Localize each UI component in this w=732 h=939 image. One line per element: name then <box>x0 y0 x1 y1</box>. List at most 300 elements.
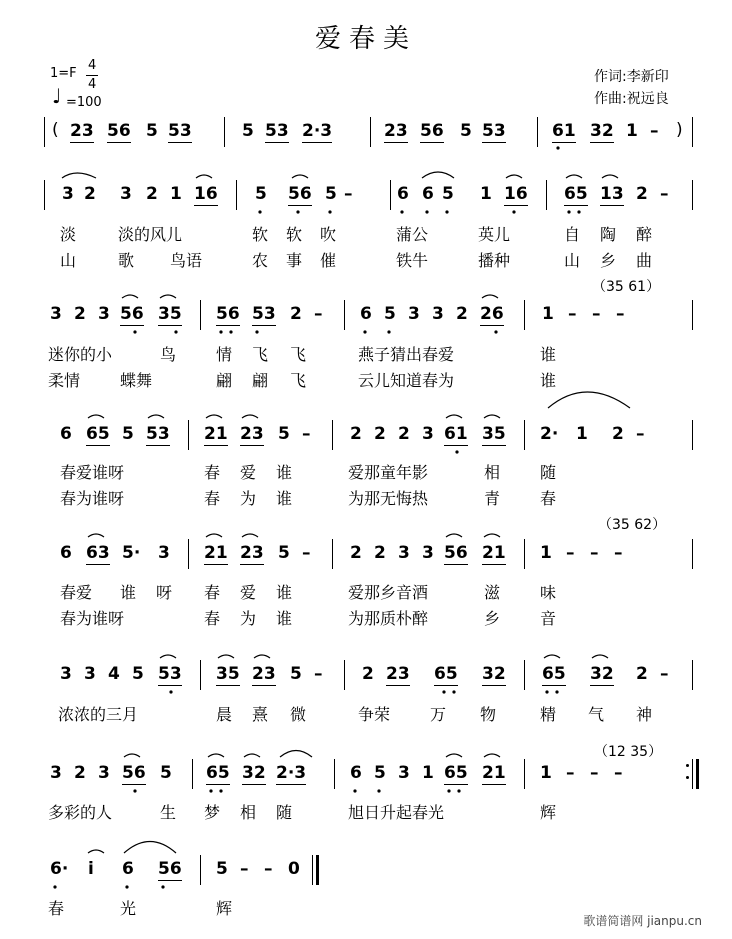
time-signature-bottom: 4 <box>88 77 97 92</box>
slur <box>566 175 582 178</box>
lyric: 随 <box>276 803 293 822</box>
note: 3 <box>62 184 74 204</box>
note: 5· <box>122 543 141 563</box>
dash: – <box>344 184 353 204</box>
note: 3 <box>158 543 170 563</box>
slur <box>482 295 498 298</box>
slur <box>292 175 308 178</box>
note-group: 21 <box>482 543 506 563</box>
note-group: 53 <box>252 304 276 324</box>
octave-dot <box>229 330 232 333</box>
octave-dot <box>53 885 56 888</box>
dash: – <box>660 664 669 684</box>
lyric: 淡的风儿 <box>118 225 183 244</box>
octave-dot <box>425 210 428 213</box>
lyric: 翩 <box>216 371 233 390</box>
dash: – <box>614 763 623 783</box>
note-group: 61 <box>552 121 576 141</box>
dash: – <box>592 304 601 324</box>
note-group: 16 <box>194 184 218 204</box>
note-group: 23 <box>240 543 264 563</box>
note: 2 <box>374 543 386 563</box>
note: 3 <box>398 543 410 563</box>
note: 2 <box>74 304 86 324</box>
lyric: 春 <box>204 583 221 602</box>
note: 3 <box>422 543 434 563</box>
note: 3 <box>50 304 62 324</box>
lyric: 事 <box>286 251 303 270</box>
lyric: 春 <box>204 609 221 628</box>
slur <box>196 175 212 178</box>
octave-dot <box>387 330 390 333</box>
note: 6 <box>360 304 372 324</box>
note-group: 23 <box>384 121 408 141</box>
note: 3 <box>120 184 132 204</box>
note: 2 <box>290 304 302 324</box>
note-group: 56 <box>444 543 468 563</box>
lyric: 谁 <box>276 463 293 482</box>
octave-dot <box>219 789 222 792</box>
lyric: 精 <box>540 705 557 724</box>
lyric: 柔情 <box>48 371 81 390</box>
note: 5 <box>442 184 454 204</box>
lyric: 谁 <box>276 583 293 602</box>
slur <box>160 295 176 298</box>
octave-dot <box>567 210 570 213</box>
alternate-notes: （12 35） <box>594 744 663 760</box>
slur <box>148 415 164 418</box>
note-group: 23 <box>252 664 276 684</box>
slur <box>592 655 608 658</box>
note: 3 <box>398 763 410 783</box>
note-group: 56 <box>288 184 312 204</box>
key-signature: 1=F <box>50 66 77 81</box>
note: 2 <box>362 664 374 684</box>
note-group: 56 <box>420 121 444 141</box>
dash: – <box>566 763 575 783</box>
lyric: 生 <box>160 803 177 822</box>
note: 5 <box>216 859 228 879</box>
slur <box>548 392 630 408</box>
octave-dot <box>457 789 460 792</box>
lyric: 迷你的小 <box>48 345 113 364</box>
octave-dot <box>452 690 455 693</box>
lyric: 燕子猜出春爱 <box>358 345 455 364</box>
note: i <box>88 859 94 879</box>
lyric: 物 <box>480 705 497 724</box>
note-group: 63 <box>86 543 110 563</box>
note: 1 <box>576 424 588 444</box>
slur <box>160 655 176 658</box>
dash: – <box>590 543 599 563</box>
note: 2 <box>350 543 362 563</box>
lyric: 曲 <box>636 251 653 270</box>
octave-dot <box>545 690 548 693</box>
time-signature-top: 4 <box>88 58 97 73</box>
lyric: 相 <box>484 463 501 482</box>
composer: 作曲:祝远良 <box>594 91 669 107</box>
note: 1 <box>542 304 554 324</box>
lyric: 微 <box>290 705 307 724</box>
octave-dot <box>494 330 497 333</box>
octave-dot <box>174 330 177 333</box>
note-group: 32 <box>482 664 506 684</box>
lyric: 旭日升起春光 <box>348 803 445 822</box>
note: 1 <box>540 763 552 783</box>
song-title: 爱春美 <box>314 24 417 54</box>
lyric: 辉 <box>540 803 557 822</box>
note: 5 <box>132 664 144 684</box>
note-group: 2·3 <box>302 121 333 141</box>
note-group: 13 <box>600 184 624 204</box>
slur <box>484 534 500 537</box>
note-group: 53 <box>158 664 182 684</box>
note: 5 <box>290 664 302 684</box>
note: 2 <box>398 424 410 444</box>
octave-dot <box>400 210 403 213</box>
alternate-notes: （35 61） <box>592 279 661 295</box>
lyric: 鸟 <box>160 345 177 364</box>
note-group: 65 <box>86 424 110 444</box>
lyric: 爱 <box>240 463 257 482</box>
slur <box>62 173 96 178</box>
lyric: 晨 <box>216 705 233 724</box>
note-group: 65 <box>444 763 468 783</box>
octave-dot <box>555 690 558 693</box>
note: 6 <box>60 424 72 444</box>
note: 3 <box>60 664 72 684</box>
lyricist: 作词:李新印 <box>594 69 669 85</box>
octave-dot <box>363 330 366 333</box>
note: 2 <box>636 184 648 204</box>
lyric: 为 <box>240 609 257 628</box>
note-group: 2·3 <box>276 763 307 783</box>
lyric: 铁牛 <box>396 251 429 270</box>
note: 6 <box>122 859 134 879</box>
lyric: 春 <box>204 463 221 482</box>
note: 5 <box>255 184 267 204</box>
note: 1 <box>422 763 434 783</box>
octave-dot <box>353 789 356 792</box>
note: 3 <box>98 763 110 783</box>
note-group: 26 <box>480 304 504 324</box>
lyric: 春为谁呀 <box>60 609 125 628</box>
note: 5 <box>160 763 172 783</box>
lyric: 情 <box>216 345 233 364</box>
note-group: 53 <box>146 424 170 444</box>
octave-dot <box>577 210 580 213</box>
note-group: 65 <box>206 763 230 783</box>
slur <box>88 415 104 418</box>
lyric: 翩 <box>252 371 269 390</box>
note: 4 <box>108 664 120 684</box>
paren-open: ( <box>52 120 59 140</box>
slur <box>506 175 522 178</box>
paren-close: ) <box>676 120 683 140</box>
octave-dot <box>209 789 212 792</box>
dash: – <box>636 424 645 444</box>
lyric: 谁 <box>120 583 137 602</box>
lyric: 光 <box>120 899 137 918</box>
octave-dot <box>296 210 299 213</box>
octave-dot <box>125 885 128 888</box>
slur <box>206 534 222 537</box>
lyric: 英儿 <box>478 225 511 244</box>
lyric: 吹 <box>320 225 337 244</box>
lyric: 播种 <box>478 251 511 270</box>
note-group: 53 <box>168 121 192 141</box>
octave-dot <box>442 690 445 693</box>
note-group: 35 <box>216 664 240 684</box>
lyric: 爱 <box>240 583 257 602</box>
watermark: 歌谱简谱网 jianpu.cn <box>583 914 702 928</box>
dash: – <box>590 763 599 783</box>
dash: – <box>302 543 311 563</box>
lyric: 催 <box>320 251 337 270</box>
slur <box>206 415 222 418</box>
tempo: =100 <box>66 95 102 110</box>
note-group: 21 <box>204 424 228 444</box>
note: 6 <box>60 543 72 563</box>
note-group: 56 <box>216 304 240 324</box>
dash: – <box>302 424 311 444</box>
note: 2 <box>74 763 86 783</box>
note: 2 <box>612 424 624 444</box>
note-group: 56 <box>120 304 144 324</box>
lyric: 乡 <box>484 609 501 628</box>
note-group: 16 <box>504 184 528 204</box>
note-group: 61 <box>444 424 468 444</box>
lyric: 为那质朴醉 <box>348 609 429 628</box>
alternate-notes: （35 62） <box>598 517 667 533</box>
note: 6 <box>397 184 409 204</box>
lyric: 乡 <box>600 251 617 270</box>
note: 3 <box>50 763 62 783</box>
slur <box>446 415 462 418</box>
lyric: 飞 <box>290 371 307 390</box>
slur <box>280 751 312 758</box>
note-group: 23 <box>70 121 94 141</box>
lyric: 爱那童年影 <box>348 463 429 482</box>
lyric: 味 <box>540 583 557 602</box>
slur <box>242 415 258 418</box>
octave-dot <box>445 210 448 213</box>
octave-dot <box>133 789 136 792</box>
lyric: 梦 <box>204 803 221 822</box>
octave-dot <box>556 146 559 149</box>
lyric: 呀 <box>156 583 173 602</box>
slur <box>602 175 618 178</box>
lyric: 春爱谁呀 <box>60 463 125 482</box>
lyric: 为 <box>240 489 257 508</box>
octave-dot <box>255 330 258 333</box>
slur <box>254 655 270 658</box>
lyric: 山 <box>564 251 581 270</box>
note-group: 56 <box>158 859 182 879</box>
note: 2 <box>146 184 158 204</box>
note: 1 <box>170 184 182 204</box>
note-group: 65 <box>434 664 458 684</box>
lyric: 谁 <box>276 609 293 628</box>
lyric: 陶 <box>600 225 617 244</box>
note: 1 <box>626 121 638 141</box>
note-group: 32 <box>242 763 266 783</box>
slur <box>242 534 258 537</box>
octave-dot <box>258 210 261 213</box>
octave-dot <box>161 885 164 888</box>
note-group: 35 <box>482 424 506 444</box>
dash: – <box>264 859 273 879</box>
note: 5 <box>325 184 337 204</box>
slur <box>208 754 224 757</box>
lyric: 歌 <box>118 251 135 270</box>
slur <box>544 655 560 658</box>
lyric: 争荣 <box>358 705 391 724</box>
slur <box>88 850 104 853</box>
note: 3 <box>422 424 434 444</box>
slur <box>244 754 260 757</box>
octave-dot <box>328 210 331 213</box>
lyric: 谁 <box>540 371 557 390</box>
dash: – <box>660 184 669 204</box>
note-group: 23 <box>386 664 410 684</box>
lyric: 滋 <box>484 583 501 602</box>
dash: – <box>616 304 625 324</box>
lyric: 为那无悔热 <box>348 489 429 508</box>
note: 2 <box>350 424 362 444</box>
lyric: 相 <box>240 803 257 822</box>
note: 2 <box>456 304 468 324</box>
lyric: 春为谁呀 <box>60 489 125 508</box>
dash: – <box>240 859 249 879</box>
dash: – <box>650 121 659 141</box>
slur <box>124 842 176 854</box>
note-group: 21 <box>204 543 228 563</box>
lyric: 气 <box>588 705 605 724</box>
slur <box>124 754 140 757</box>
note: 2 <box>636 664 648 684</box>
lyric: 音 <box>540 609 557 628</box>
note: 1 <box>540 543 552 563</box>
lyric: 谁 <box>540 345 557 364</box>
lyric: 鸟语 <box>170 251 203 270</box>
note-group: 56 <box>122 763 146 783</box>
note: 3 <box>98 304 110 324</box>
lyric: 淡 <box>60 225 77 244</box>
lyric: 软 <box>286 225 303 244</box>
slur <box>88 534 104 537</box>
lyric: 浓浓的三月 <box>58 705 139 724</box>
note-group: 23 <box>240 424 264 444</box>
note: 6 <box>422 184 434 204</box>
octave-dot <box>447 789 450 792</box>
lyric: 蝶舞 <box>120 371 153 390</box>
note-group: 21 <box>482 763 506 783</box>
octave-dot <box>455 450 458 453</box>
slur <box>422 172 454 178</box>
lyric: 青 <box>484 489 501 508</box>
octave-dot <box>377 789 380 792</box>
lyric: 神 <box>636 705 653 724</box>
lyric: 春 <box>204 489 221 508</box>
lyric: 多彩的人 <box>48 803 113 822</box>
note: 5 <box>278 543 290 563</box>
slur <box>484 754 500 757</box>
note-group: 35 <box>158 304 182 324</box>
note: 2 <box>374 424 386 444</box>
slur <box>218 655 234 658</box>
dash: – <box>566 543 575 563</box>
lyric: 爱那乡音酒 <box>348 583 429 602</box>
lyric: 蒲公 <box>396 225 429 244</box>
lyric: 飞 <box>252 345 269 364</box>
note-group: 65 <box>564 184 588 204</box>
note: 3 <box>432 304 444 324</box>
slur <box>484 415 500 418</box>
lyric: 云儿知道春为 <box>358 371 455 390</box>
note: 5 <box>374 763 386 783</box>
note: 5 <box>384 304 396 324</box>
note: 2 <box>84 184 96 204</box>
lyric: 春爱 <box>60 583 93 602</box>
lyric: 醉 <box>636 225 653 244</box>
lyric: 随 <box>540 463 557 482</box>
note: 2· <box>540 424 559 444</box>
dash: – <box>614 543 623 563</box>
octave-dot <box>133 330 136 333</box>
note-group: 32 <box>590 121 614 141</box>
note: 0 <box>288 859 300 879</box>
note-group: 53 <box>482 121 506 141</box>
octave-dot <box>169 690 172 693</box>
lyric: 辉 <box>216 899 233 918</box>
note: 3 <box>84 664 96 684</box>
lyric: 山 <box>60 251 77 270</box>
dash: – <box>314 304 323 324</box>
note-group: 53 <box>265 121 289 141</box>
lyric: 春 <box>540 489 557 508</box>
note: 5 <box>460 121 472 141</box>
note: 5 <box>242 121 254 141</box>
dash: – <box>568 304 577 324</box>
lyric: 农 <box>252 251 269 270</box>
note: 5 <box>146 121 158 141</box>
note: 3 <box>408 304 420 324</box>
note-group: 32 <box>590 664 614 684</box>
note: 6 <box>350 763 362 783</box>
dash: – <box>314 664 323 684</box>
slur <box>446 534 462 537</box>
quarter-note-icon: ♩ <box>52 84 62 108</box>
lyric: 万 <box>430 705 447 724</box>
lyric: 软 <box>252 225 269 244</box>
lyric: 自 <box>564 225 581 244</box>
slur <box>446 754 462 757</box>
lyric: 飞 <box>290 345 307 364</box>
octave-dot <box>219 330 222 333</box>
note-group: 56 <box>107 121 131 141</box>
lyric: 熹 <box>252 705 269 724</box>
note: 1 <box>480 184 492 204</box>
note: 5 <box>278 424 290 444</box>
lyric: 春 <box>48 899 65 918</box>
note: 6· <box>50 859 69 879</box>
lyric: 谁 <box>276 489 293 508</box>
slur <box>122 295 138 298</box>
note: 5 <box>122 424 134 444</box>
note-group: 65 <box>542 664 566 684</box>
octave-dot <box>512 210 515 213</box>
